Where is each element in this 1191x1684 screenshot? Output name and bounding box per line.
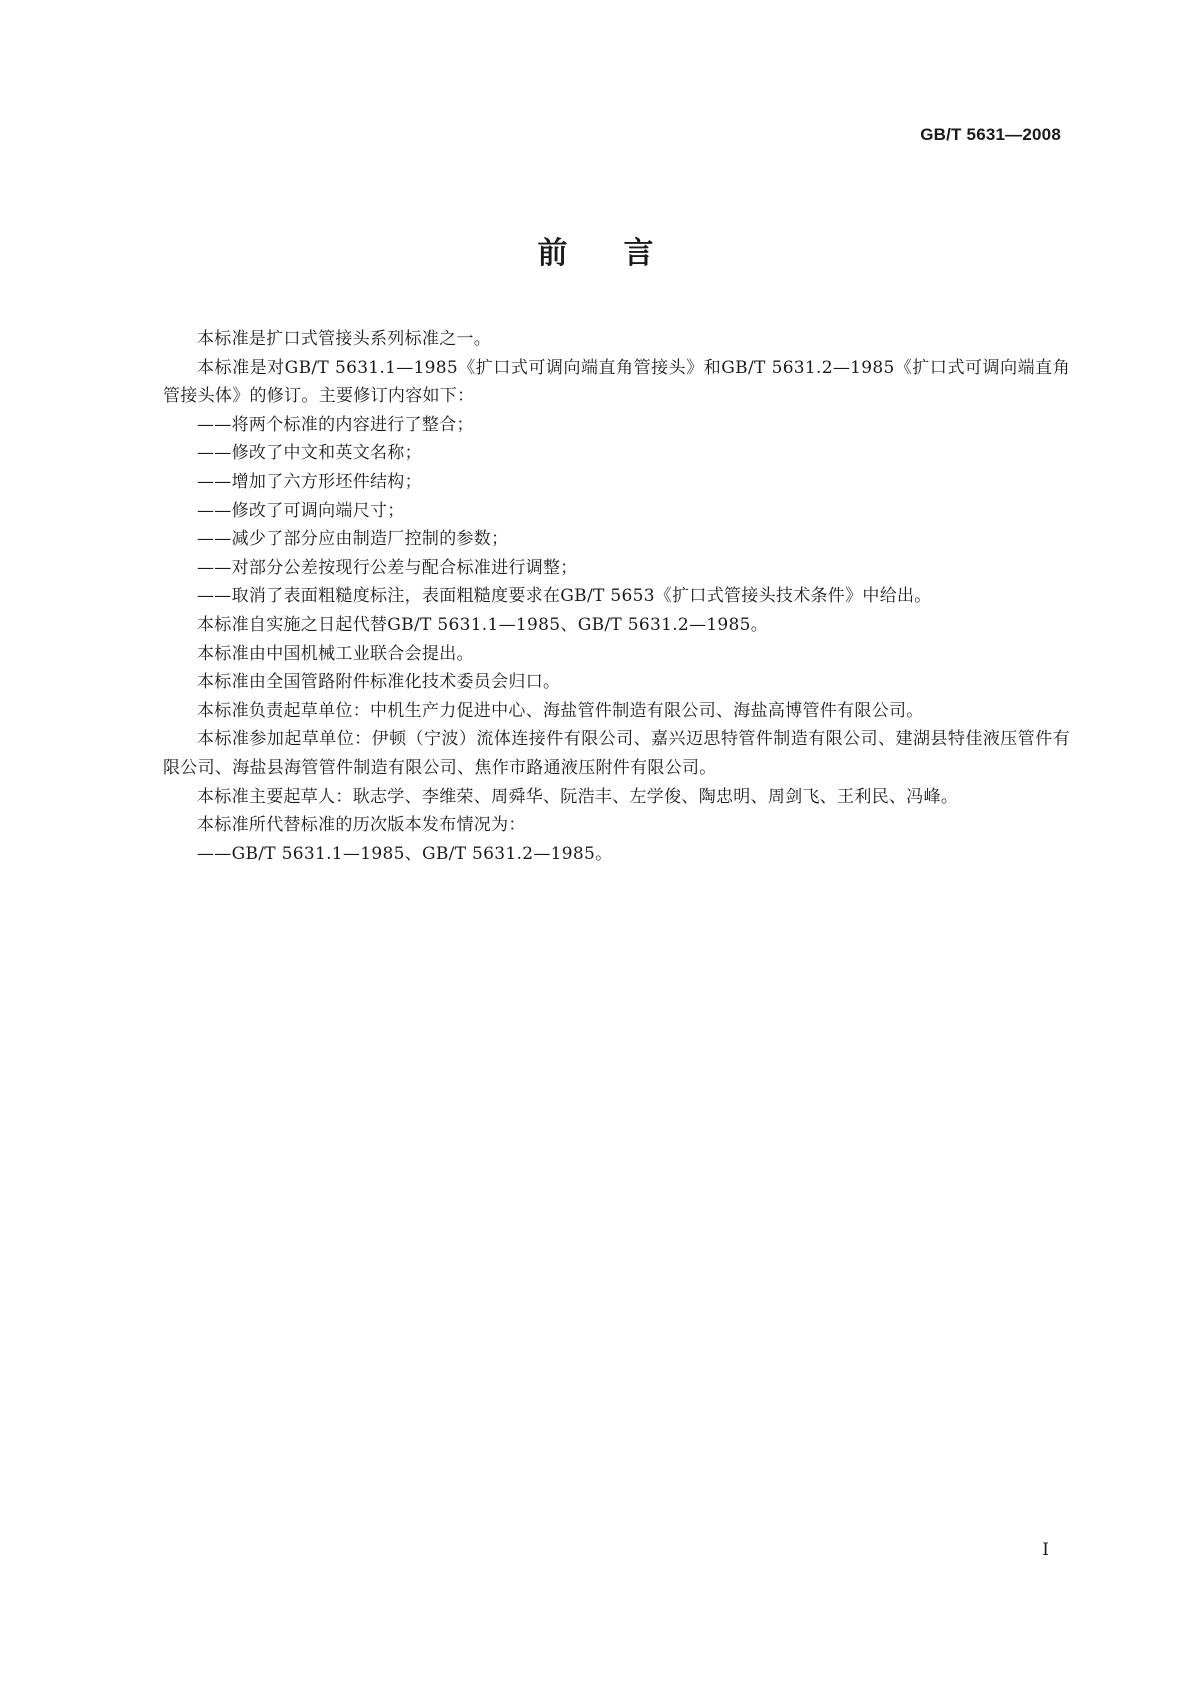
foreword-body [163, 325, 1070, 868]
list-item: ——修改了中文和英文名称； [197, 443, 422, 464]
document-code: GB/T 5631—2008 [920, 125, 1061, 144]
paragraph: 本标准所代替标准的历次版本发布情况为： [197, 815, 526, 836]
list-item: ——取消了表面粗糙度标注，表面粗糙度要求在GB/T 5653《扩口式管接头技术条件》中给出。 [197, 586, 932, 607]
list-item: ——将两个标准的内容进行了整合； [197, 414, 474, 435]
paragraph: 本标准是对GB/T 5631.1—1985《扩口式可调向端直角管接头》和GB/T 5631.2—1985《扩口式可调向端直角管接头体》的修订。主要修订内容如下： [163, 357, 1070, 407]
paragraph: 本标准是扩口式管接头系列标准之一。 [197, 329, 492, 349]
list-item: ——增加了六方形坯件结构； [197, 471, 422, 492]
paragraph: 本标准自实施之日起代替GB/T 5631.1—1985、GB/T 5631.2—1985。 [197, 614, 769, 635]
paragraph: 本标准由中国机械工业联合会提出。 [197, 643, 474, 664]
page-title: 前言 [537, 236, 710, 271]
list-item: ——GB/T 5631.1—1985、GB/T 5631.2—1985。 [197, 843, 613, 864]
paragraph: 本标准负责起草单位：中机生产力促进中心、海盐管件制造有限公司、海盐高博管件有限公司。 [197, 700, 924, 721]
list-item: ——对部分公差按现行公差与配合标准进行调整； [197, 557, 578, 578]
page-number: I [1042, 1540, 1049, 1560]
paragraph: 本标准由全国管路附件标准化技术委员会归口。 [197, 672, 561, 693]
paragraph: 本标准参加起草单位：伊顿（宁波）流体连接件有限公司、嘉兴迈思特管件制造有限公司、建湖县特佳液压管件有限公司、海盐县海管管件制造有限公司、焦作市路通液压附件有限公司。 [163, 729, 1070, 778]
list-item: ——减少了部分应由制造厂控制的参数； [197, 529, 509, 550]
paragraph: 本标准主要起草人：耿志学、李维荣、周舜华、阮浩丰、左学俊、陶忠明、周剑飞、王利民、冯峰。 [197, 786, 959, 807]
list-item: ——修改了可调向端尺寸； [197, 500, 405, 521]
